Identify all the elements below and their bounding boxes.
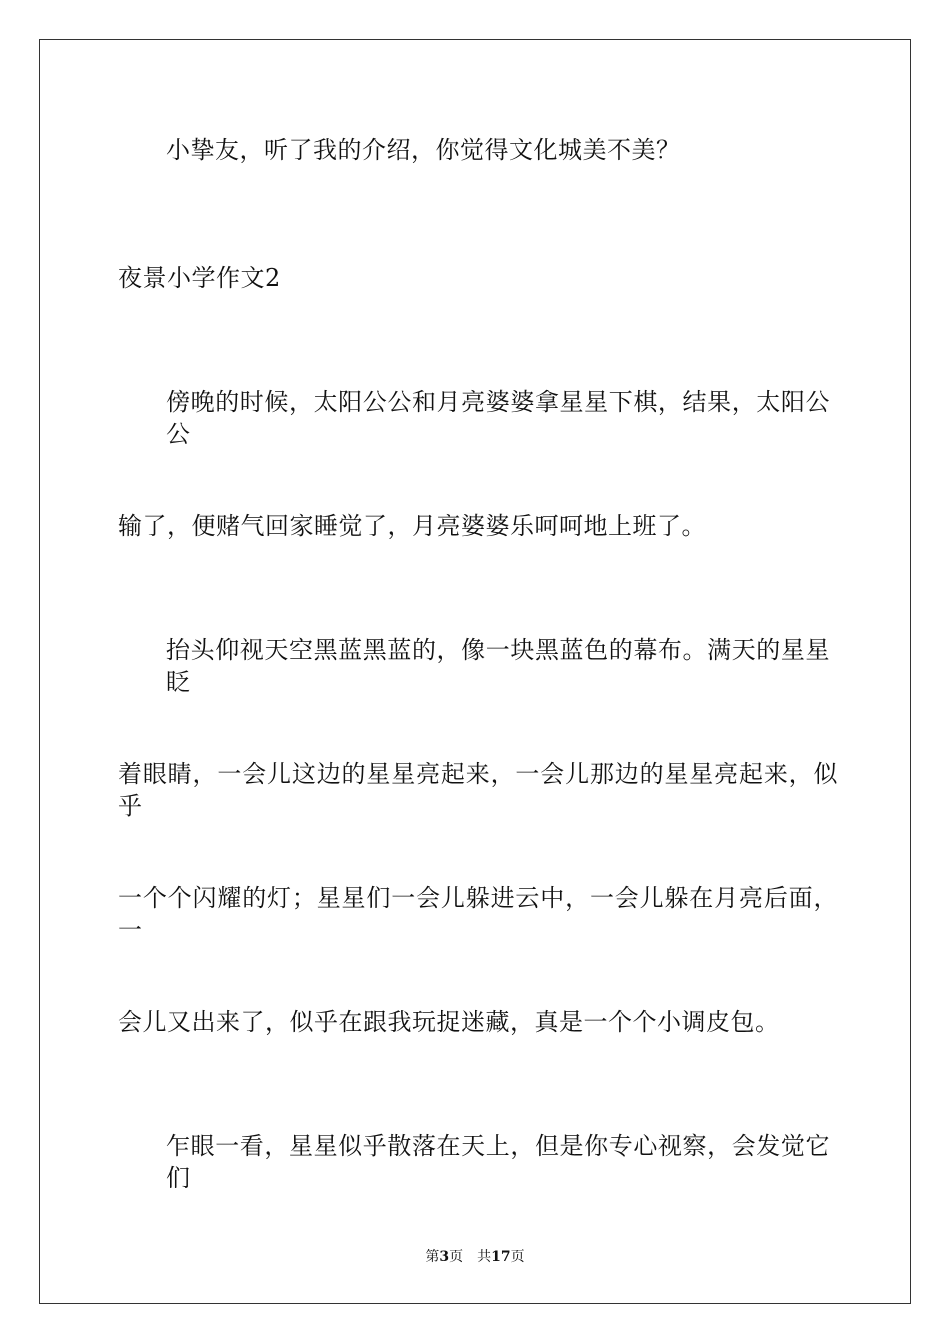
footer-total-prefix: 共 [477, 1249, 492, 1265]
paragraph-line: 一个个闪耀的灯；星星们一会儿躲进云中，一会儿躲在月亮后面，一 [118, 884, 838, 944]
footer-page-number: 3 [439, 1249, 450, 1265]
footer-total-pages: 17 [491, 1249, 511, 1265]
page-footer [0, 1248, 950, 1266]
paragraph-line: 输了，便赌气回家睡觉了，月亮婆婆乐呵呵地上班了。 [118, 512, 706, 540]
footer-page-suffix: 页 [449, 1249, 464, 1265]
paragraph-line: 傍晚的时候，太阳公公和月亮婆婆拿星星下棋，结果，太阳公公 [166, 388, 830, 448]
footer-page-prefix: 第 [425, 1249, 440, 1265]
paragraph-line: 乍眼一看，星星似乎散落在天上，但是你专心视察，会发觉它们 [166, 1132, 830, 1192]
paragraph-line: 着眼睛，一会儿这边的星星亮起来，一会儿那边的星星亮起来，似乎 [118, 760, 838, 820]
footer-total-suffix: 页 [510, 1249, 525, 1265]
paragraph-line: 会儿又出来了，似乎在跟我玩捉迷藏，真是一个个小调皮包。 [118, 1008, 780, 1036]
section-heading: 夜景小学作文2 [118, 264, 281, 292]
paragraph-line: 抬头仰视天空黑蓝黑蓝的，像一块黑蓝色的幕布。满天的星星眨 [166, 636, 830, 696]
paragraph-line: 小挚友，听了我的介绍，你觉得文化城美不美？ [166, 136, 681, 164]
